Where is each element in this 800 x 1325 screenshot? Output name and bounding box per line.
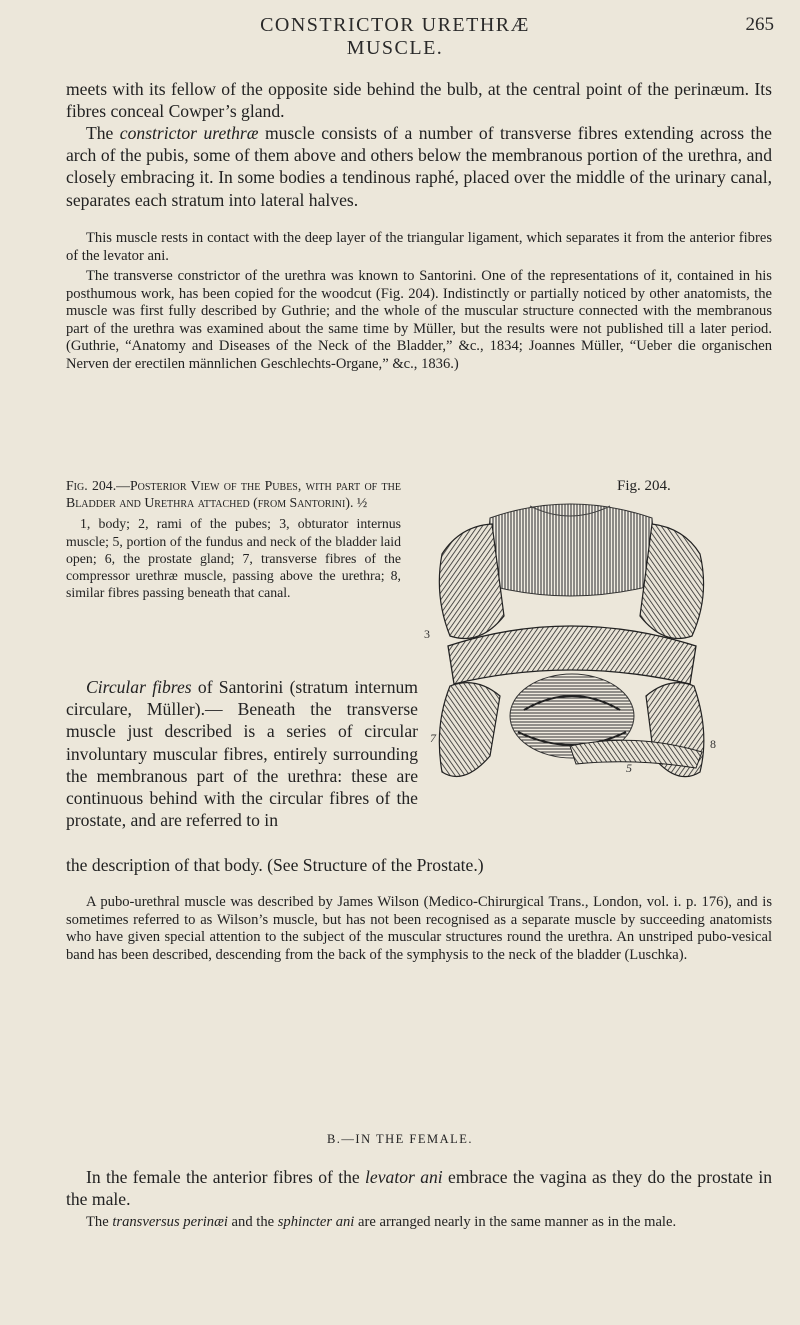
paragraph-constrictor-pre: The: [86, 123, 120, 143]
figure-numeral-7: 7: [430, 731, 436, 745]
anatomical-illustration: [420, 496, 720, 806]
paragraph-1: [66, 78, 772, 122]
figure-numeral-3: 3: [424, 627, 430, 641]
term-sphincter-ani: sphincter ani: [277, 1214, 355, 1230]
term-transversus-perinaei: transversus perinæi: [112, 1214, 228, 1230]
term-levator-ani: levator ani: [365, 1167, 443, 1187]
figure-204-engraving: [420, 496, 720, 806]
paragraph-circular-last-line: the description of that body. (See Structure of the Prostate.): [66, 855, 484, 875]
running-head: [0, 14, 800, 59]
paragraph-history-text: The transverse constrictor of the urethra was known to Santorini. One of the representations of it, contained in his posthumous work, has been copied for the woodcut (Fig. 204). Indistinctly or partially noticed by other anatomists, the muscle was first fully described by Guthrie; and the whole of the muscular structure connected with the membranous part of the urethra was examined about the same time by Müller, but the results were not published till a later period. (Guthrie, “Anatomy and Diseases of the Neck of the Bladder,” &c., 1834; Joannes Müller, “Ueber die organischen Nerven der erectilen männlichen Geschlechts-Organe,” &c., 1836.): [66, 268, 772, 372]
paragraph-contact: [66, 230, 772, 265]
paragraph-pubo-urethral: [66, 894, 772, 964]
paragraph-transversus-mid: and the: [227, 1214, 278, 1230]
paragraph-female-pre: In the female the anterior fibres of the: [86, 1167, 366, 1187]
figure-caption: [66, 477, 401, 601]
page-number: 265: [745, 14, 774, 35]
paragraph-female: [66, 1166, 772, 1210]
paragraph-transversus-pre: The: [86, 1214, 113, 1230]
figure-numeral-8: 8: [710, 737, 716, 751]
running-title: CONSTRICTOR URETHRÆ MUSCLE.: [260, 14, 530, 59]
paragraph-circular-text: of Santorini (stratum internum circulare, Müller).— Beneath the transverse muscle just described is a series of circular involuntary muscular fibres, entirely surrounding the membranous part of the urethra: these are continuous behind with the circular fibres of the prostate, and are referred to in: [66, 677, 418, 831]
term-circular-fibres: Circular fibres: [86, 677, 192, 697]
figure-caption-head: Fig. 204.—Posterior View of the Pubes, with part of the Bladder and Urethra attached (from Santorini). ½: [66, 478, 401, 511]
figure-label: Fig. 204.: [617, 478, 671, 494]
paragraph-circular-fibres: [66, 676, 418, 831]
paragraph-transversus: [66, 1214, 772, 1232]
paragraph-pubo-urethral-text: A pubo-urethral muscle was described by James Wilson (Medico-Chirurgical Trans., London, vol. i. p. 176), and is sometimes referred to as Wilson’s muscle, but has not been recognised as a separate muscle by succeeding anatomists who have given special attention to the subject of the muscular structures round the urethra. An unstriped pubo-vesical band has been described, descending from the back of the symphysis to the neck of the bladder (Luschka).: [66, 894, 772, 963]
section-heading: B.—IN THE FEMALE.: [326, 1132, 474, 1146]
paragraph-transversus-post: are arranged nearly in the same manner as in the male.: [354, 1214, 677, 1230]
paragraph-contact-text: This muscle rests in contact with the deep layer of the triangular ligament, which separates it from the anterior fibres of the levator ani.: [66, 230, 772, 264]
paragraph-constrictor-post: muscle consists of a number of transverse fibres extending across the arch of the pubis, some of them above and others below the membranous portion of the urethra, and closely embracing it. In some bodies a tendinous raphé, placed over the middle of the urinary canal, separates each stratum into lateral halves.: [66, 123, 772, 210]
figure-numeral-5: 5: [626, 761, 632, 775]
term-constrictor-urethrae: constrictor urethræ: [119, 123, 259, 143]
figure-caption-legend: 1, body; 2, rami of the pubes; 3, obturator internus muscle; 5, portion of the fundus and neck of the bladder laid open; 6, the prostate gland; 7, transverse fibres of the compressor urethræ muscle, passing above the urethra; 8, similar fibres passing beneath that canal.: [66, 516, 401, 601]
paragraph-female-post: embrace the vagina as they do the prostate in the male.: [66, 1167, 773, 1210]
paragraph-1-text: meets with its fellow of the opposite side behind the bulb, at the central point of the perinæum. Its fibres conceal Cowper’s gland.: [66, 79, 772, 122]
paragraph-history: [66, 268, 772, 374]
paragraph-constrictor: [66, 122, 772, 211]
